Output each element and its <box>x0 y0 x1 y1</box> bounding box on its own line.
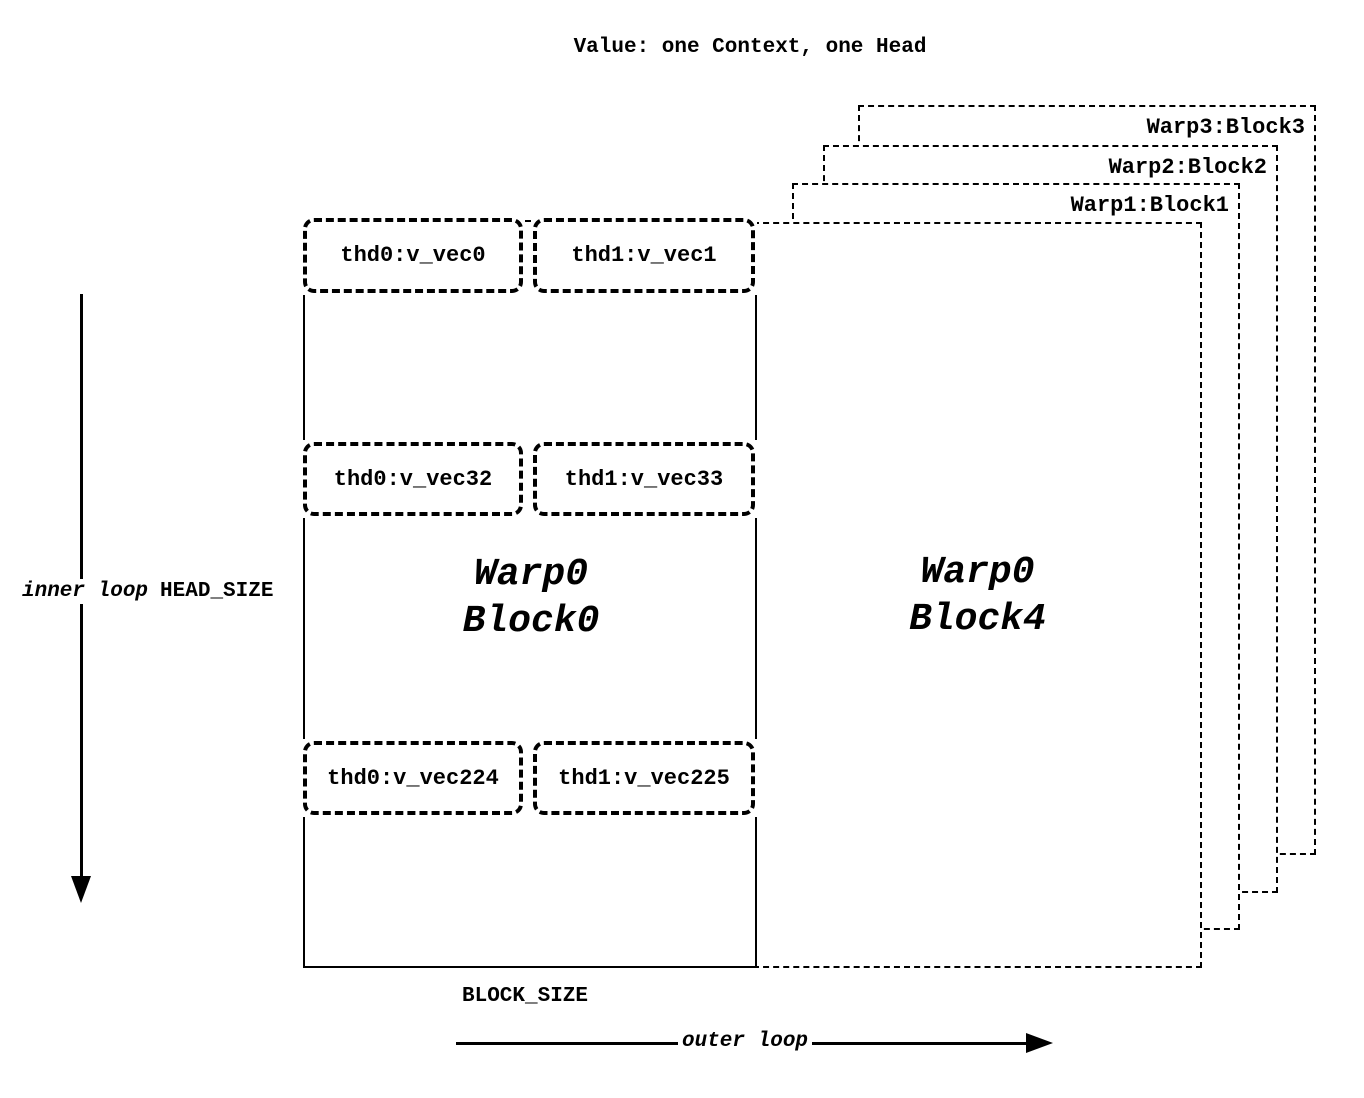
thd1-v-vec1-label: thd1:v_vec1 <box>571 243 717 268</box>
warp1-block1-label: Warp1:Block1 <box>1070 193 1229 218</box>
thd1-v-vec33-label: thd1:v_vec33 <box>564 466 724 492</box>
thd0-v-vec0-box <box>303 218 523 293</box>
thd0-v-vec0-label: thd0:v_vec0 <box>340 243 486 268</box>
warp0-block0-box <box>303 220 757 968</box>
warp0-block4-label-line2: Block4 <box>909 598 1046 641</box>
thd0-v-vec32-label: thd0:v_vec32 <box>333 466 493 492</box>
warp2-block2-label: Warp2:Block2 <box>1108 155 1267 180</box>
warp3-block3-label: Warp3:Block3 <box>1146 115 1305 140</box>
warp0-block0-label <box>305 551 757 645</box>
head-size-label: HEAD_SIZE <box>160 580 274 603</box>
warp0-block4-label-line1: Warp0 <box>920 551 1035 594</box>
warp0-block4-label <box>755 549 1200 643</box>
thd1-v-vec225-label: thd1:v_vec225 <box>558 765 730 791</box>
thd0-v-vec224-box <box>303 741 523 815</box>
inner-loop-label: inner loop <box>22 580 149 603</box>
block-size-label: BLOCK_SIZE <box>461 985 589 1008</box>
thd1-v-vec33-box <box>533 442 755 516</box>
warp0-block0-label-line2: Block0 <box>462 600 600 643</box>
thd1-v-vec225-box <box>533 741 755 815</box>
warp0-block0-label-line1: Warp0 <box>473 553 589 596</box>
inner-loop-head-size-label <box>18 579 277 604</box>
warp0-block4-sheet <box>753 222 1202 968</box>
thd1-v-vec1-box <box>533 218 755 293</box>
thd0-v-vec224-label: thd0:v_vec224 <box>327 765 499 791</box>
outer-loop-label: outer loop <box>678 1030 812 1053</box>
diagram-title: Value: one Context, one Head <box>573 36 927 59</box>
thd0-v-vec32-box <box>303 442 523 516</box>
arrowhead-down-icon <box>71 876 91 903</box>
arrowhead-right-icon <box>1026 1033 1053 1053</box>
